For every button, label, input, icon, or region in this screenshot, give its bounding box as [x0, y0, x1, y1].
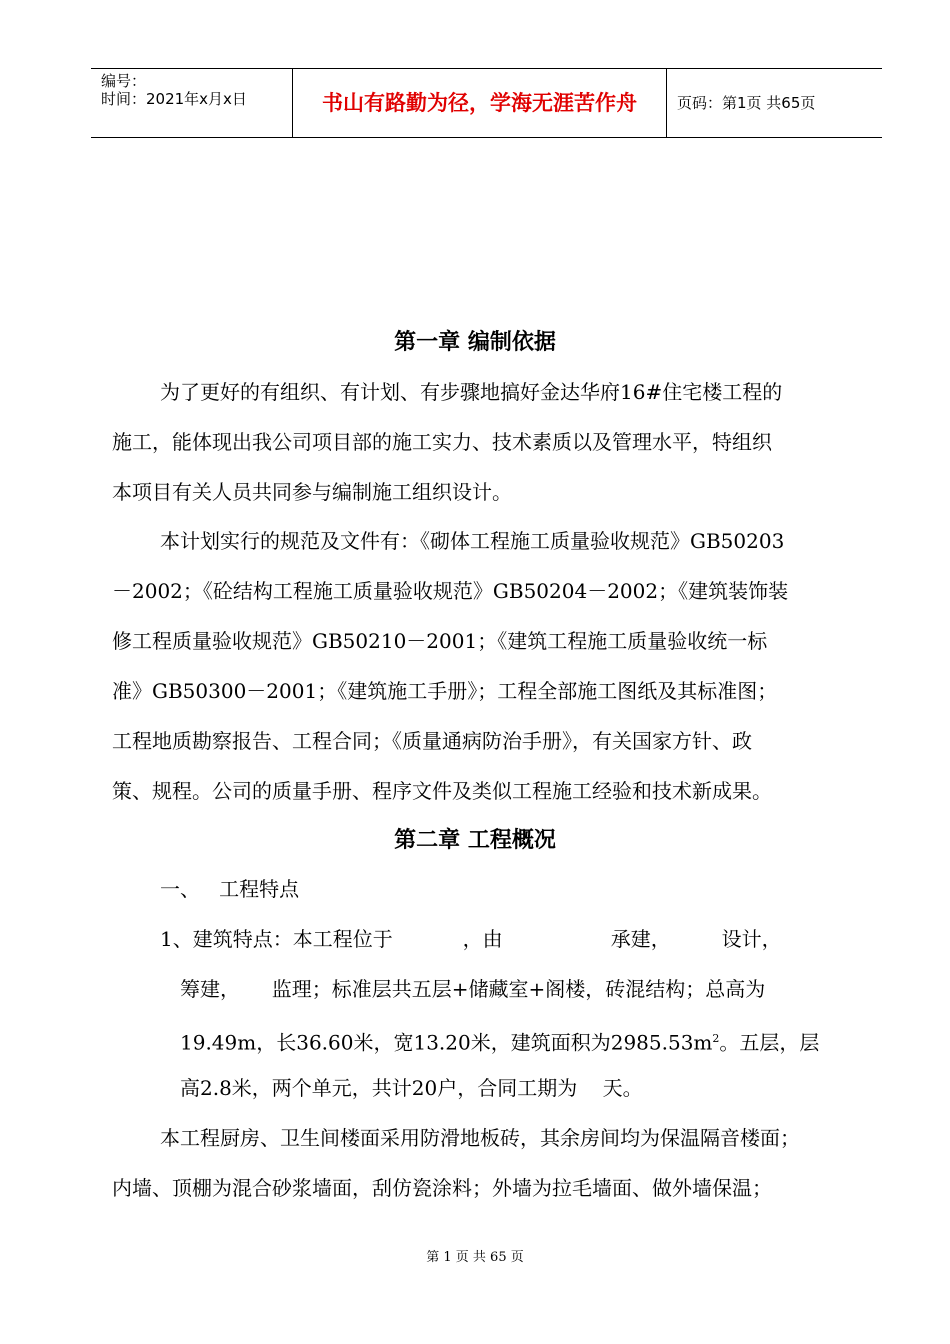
document-header	[91, 68, 882, 138]
paragraph-line: 策、规程。公司的质量手册、程序文件及类似工程施工经验和技术新成果。	[112, 779, 772, 803]
paragraph-line: 筹建， 监理；标准层共五层+储藏室+阁楼，砖混结构；总高为	[180, 977, 766, 1001]
page-footer: 第 1 页 共 65 页	[426, 1250, 524, 1265]
paragraph-line: 修工程质量验收规范》GB50210－2001；《建筑工程施工质量验收统一标	[112, 629, 768, 653]
chapter1-title: 第一章 编制依据	[394, 329, 556, 355]
header-divider	[666, 69, 667, 137]
section-heading: 一、 工程特点	[160, 877, 300, 901]
header-meta	[101, 72, 247, 108]
paragraph-line: 内墙、顶棚为混合砂浆墙面，刮仿瓷涂料；外墙为拉毛墙面、做外墙保温；	[112, 1176, 772, 1200]
paragraph-line: 本工程厨房、卫生间楼面采用防滑地板砖，其余房间均为保温隔音楼面；	[160, 1126, 800, 1150]
paragraph-line: 准》GB50300－2001；《建筑施工手册》；工程全部施工图纸及其标准图；	[112, 679, 778, 703]
chapter2-title: 第二章 工程概况	[394, 827, 556, 853]
paragraph-line: 本项目有关人员共同参与编制施工组织设计。	[112, 480, 512, 504]
paragraph-line: 本计划实行的规范及文件有：《砌体工程施工质量验收规范》GB50203	[160, 529, 785, 553]
paragraph-line: 施工，能体现出我公司项目部的施工实力、技术素质以及管理水平，特组织	[112, 430, 772, 454]
paragraph-line: 工程地质勘察报告、工程合同；《质量通病防治手册》，有关国家方针、政	[112, 729, 752, 753]
paragraph-line: 高2.8米，两个单元，共计20户，合同工期为 天。	[180, 1076, 643, 1100]
header-page-info: 页码：第1页 共65页	[677, 94, 816, 112]
paragraph-line: －2002；《砼结构工程施工质量验收规范》GB50204－2002；《建筑装饰装	[112, 579, 789, 603]
area-text: 19.49m，长36.60米，宽13.20米，建筑面积为2985.53m	[180, 1030, 713, 1055]
paragraph-line	[180, 1025, 819, 1057]
header-motto: 书山有路勤为径，学海无涯苦作舟	[322, 91, 637, 115]
time-label: 时间：2021年x月x日	[101, 90, 247, 108]
superscript: 2	[712, 1032, 720, 1045]
paragraph-line: 为了更好的有组织、有计划、有步骤地搞好金达华府16#住宅楼工程的	[160, 380, 783, 404]
area-tail: 。五层，层	[719, 1030, 820, 1055]
paragraph-line: 1、建筑特点：本工程位于 ，由 承建， 设计，	[160, 927, 782, 951]
number-label: 编号：	[101, 72, 147, 90]
